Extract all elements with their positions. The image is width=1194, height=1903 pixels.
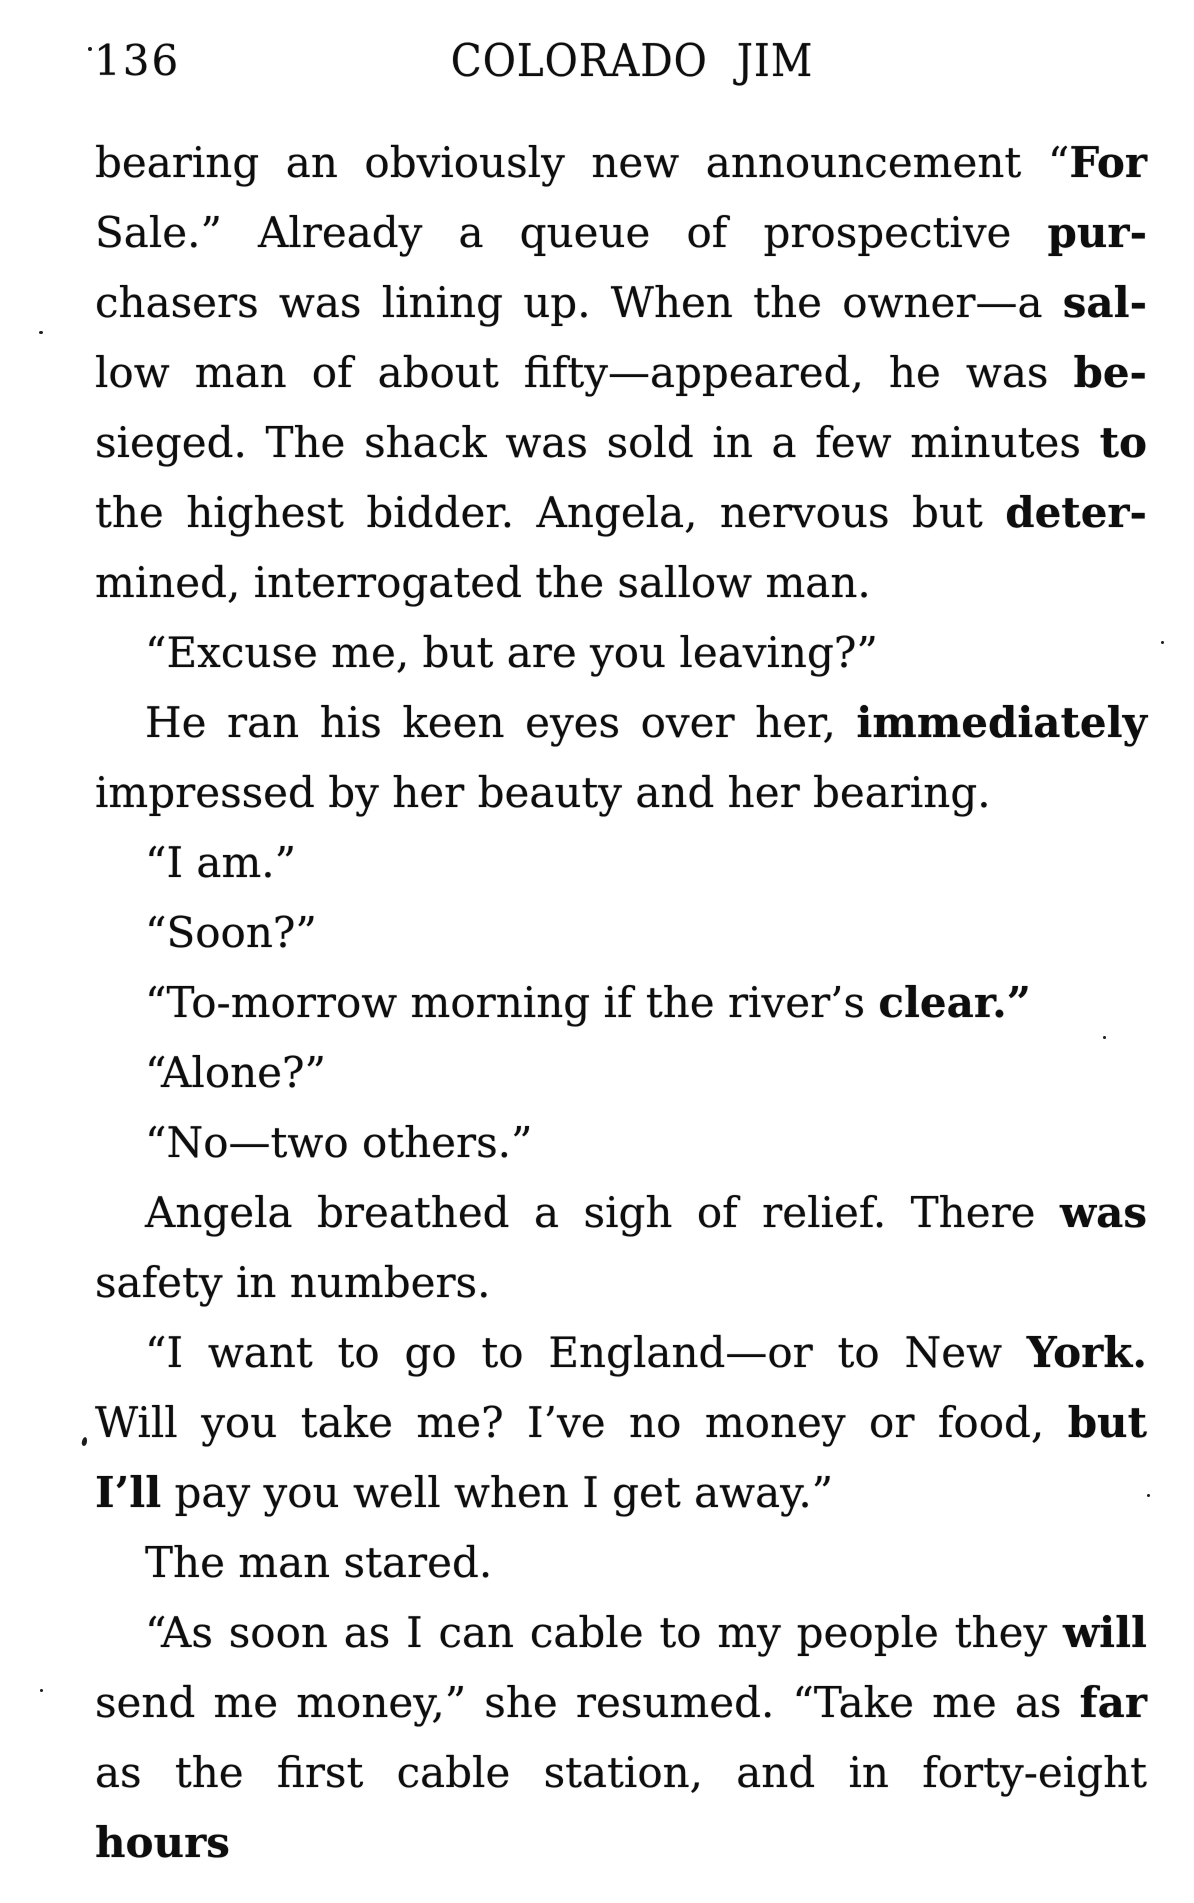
scan-speck bbox=[1103, 1036, 1106, 1039]
line-text: The man stared. bbox=[145, 1538, 493, 1587]
bold-word: I’ll bbox=[95, 1468, 162, 1517]
text-line bbox=[95, 128, 1147, 198]
bold-word: York. bbox=[1026, 1328, 1147, 1377]
text-line bbox=[95, 688, 1147, 758]
line-text: Sale.” Already a queue of prospective bbox=[95, 208, 1048, 257]
text-line bbox=[95, 968, 1147, 1038]
text-line bbox=[95, 408, 1147, 478]
running-title: COLORADO JIM bbox=[450, 34, 814, 87]
scan-speck bbox=[81, 1437, 88, 1447]
text-line bbox=[95, 268, 1147, 338]
text-line bbox=[95, 1318, 1147, 1388]
text-line bbox=[95, 1388, 1147, 1458]
line-text: low man of about fifty—appeared, he was bbox=[95, 348, 1074, 397]
text-line bbox=[95, 1738, 1147, 1867]
text-line bbox=[95, 758, 1147, 828]
bold-word: pur- bbox=[1047, 208, 1147, 257]
bold-word: to bbox=[1099, 418, 1147, 467]
text-line bbox=[95, 898, 1147, 968]
text-line bbox=[95, 1598, 1147, 1668]
line-text: bearing an obviously new announcement “ bbox=[95, 138, 1070, 187]
text-line bbox=[95, 1038, 1147, 1108]
text-line bbox=[95, 1108, 1147, 1178]
text-line bbox=[95, 618, 1147, 688]
text-line bbox=[95, 478, 1147, 548]
line-text: “I want to go to England—or to New bbox=[145, 1328, 1027, 1377]
line-text: as the first cable station, and in forty-eight bbox=[95, 1748, 1147, 1797]
text-line bbox=[95, 198, 1147, 268]
body-text bbox=[95, 128, 1147, 1867]
line-text: mined, interrogated the sallow man. bbox=[95, 558, 871, 607]
scan-speck bbox=[1147, 1494, 1150, 1497]
page-number: 136 bbox=[94, 36, 181, 85]
line-text: “I am.” bbox=[145, 838, 297, 887]
bold-word: deter- bbox=[1005, 488, 1147, 537]
line-text: “As soon as I can cable to my people they bbox=[145, 1608, 1063, 1657]
text-line bbox=[95, 1248, 1147, 1318]
text-line bbox=[95, 1458, 1147, 1528]
line-text: “Alone?” bbox=[145, 1048, 327, 1097]
line-text: send me money,” she resumed. “Take me as bbox=[95, 1678, 1080, 1727]
scan-speck bbox=[40, 1689, 43, 1692]
line-text: chasers was lining up. When the owner—a bbox=[95, 278, 1063, 327]
scan-speck bbox=[1161, 641, 1164, 644]
bold-word: clear.” bbox=[878, 978, 1031, 1027]
line-text: pay you well when I get away.” bbox=[161, 1468, 834, 1517]
text-line bbox=[95, 828, 1147, 898]
line-text: “Soon?” bbox=[145, 908, 317, 957]
text-line bbox=[95, 1178, 1147, 1248]
text-line bbox=[95, 338, 1147, 408]
bold-word: but bbox=[1067, 1398, 1147, 1447]
bold-word: For bbox=[1069, 138, 1147, 187]
line-text: Angela breathed a sigh of relief. There bbox=[145, 1188, 1060, 1237]
text-line bbox=[95, 548, 1147, 618]
line-text: “No—two others.” bbox=[145, 1118, 533, 1167]
bold-word: be- bbox=[1073, 348, 1147, 397]
bold-word: immediately bbox=[856, 698, 1147, 747]
line-text: “To-morrow morning if the river’s bbox=[145, 978, 879, 1027]
bold-word: was bbox=[1059, 1188, 1147, 1237]
text-line bbox=[95, 1528, 1147, 1598]
scan-speck bbox=[39, 331, 43, 334]
line-text: Will you take me? I’ve no money or food, bbox=[95, 1398, 1068, 1447]
text-line bbox=[95, 1668, 1147, 1738]
line-text: the highest bidder. Angela, nervous but bbox=[95, 488, 1006, 537]
line-text: sieged. The shack was sold in a few minutes bbox=[95, 418, 1100, 467]
line-text: He ran his keen eyes over her, bbox=[145, 698, 857, 747]
line-text: safety in numbers. bbox=[95, 1258, 491, 1307]
bold-word: will bbox=[1062, 1608, 1147, 1657]
scan-speck bbox=[88, 47, 92, 51]
line-text: impressed by her beauty and her bearing. bbox=[95, 768, 991, 817]
bold-word: sal- bbox=[1062, 278, 1147, 327]
bold-word: far bbox=[1079, 1678, 1147, 1727]
line-text: “Excuse me, but are you leaving?” bbox=[145, 628, 878, 677]
bold-word: hours bbox=[95, 1818, 230, 1867]
